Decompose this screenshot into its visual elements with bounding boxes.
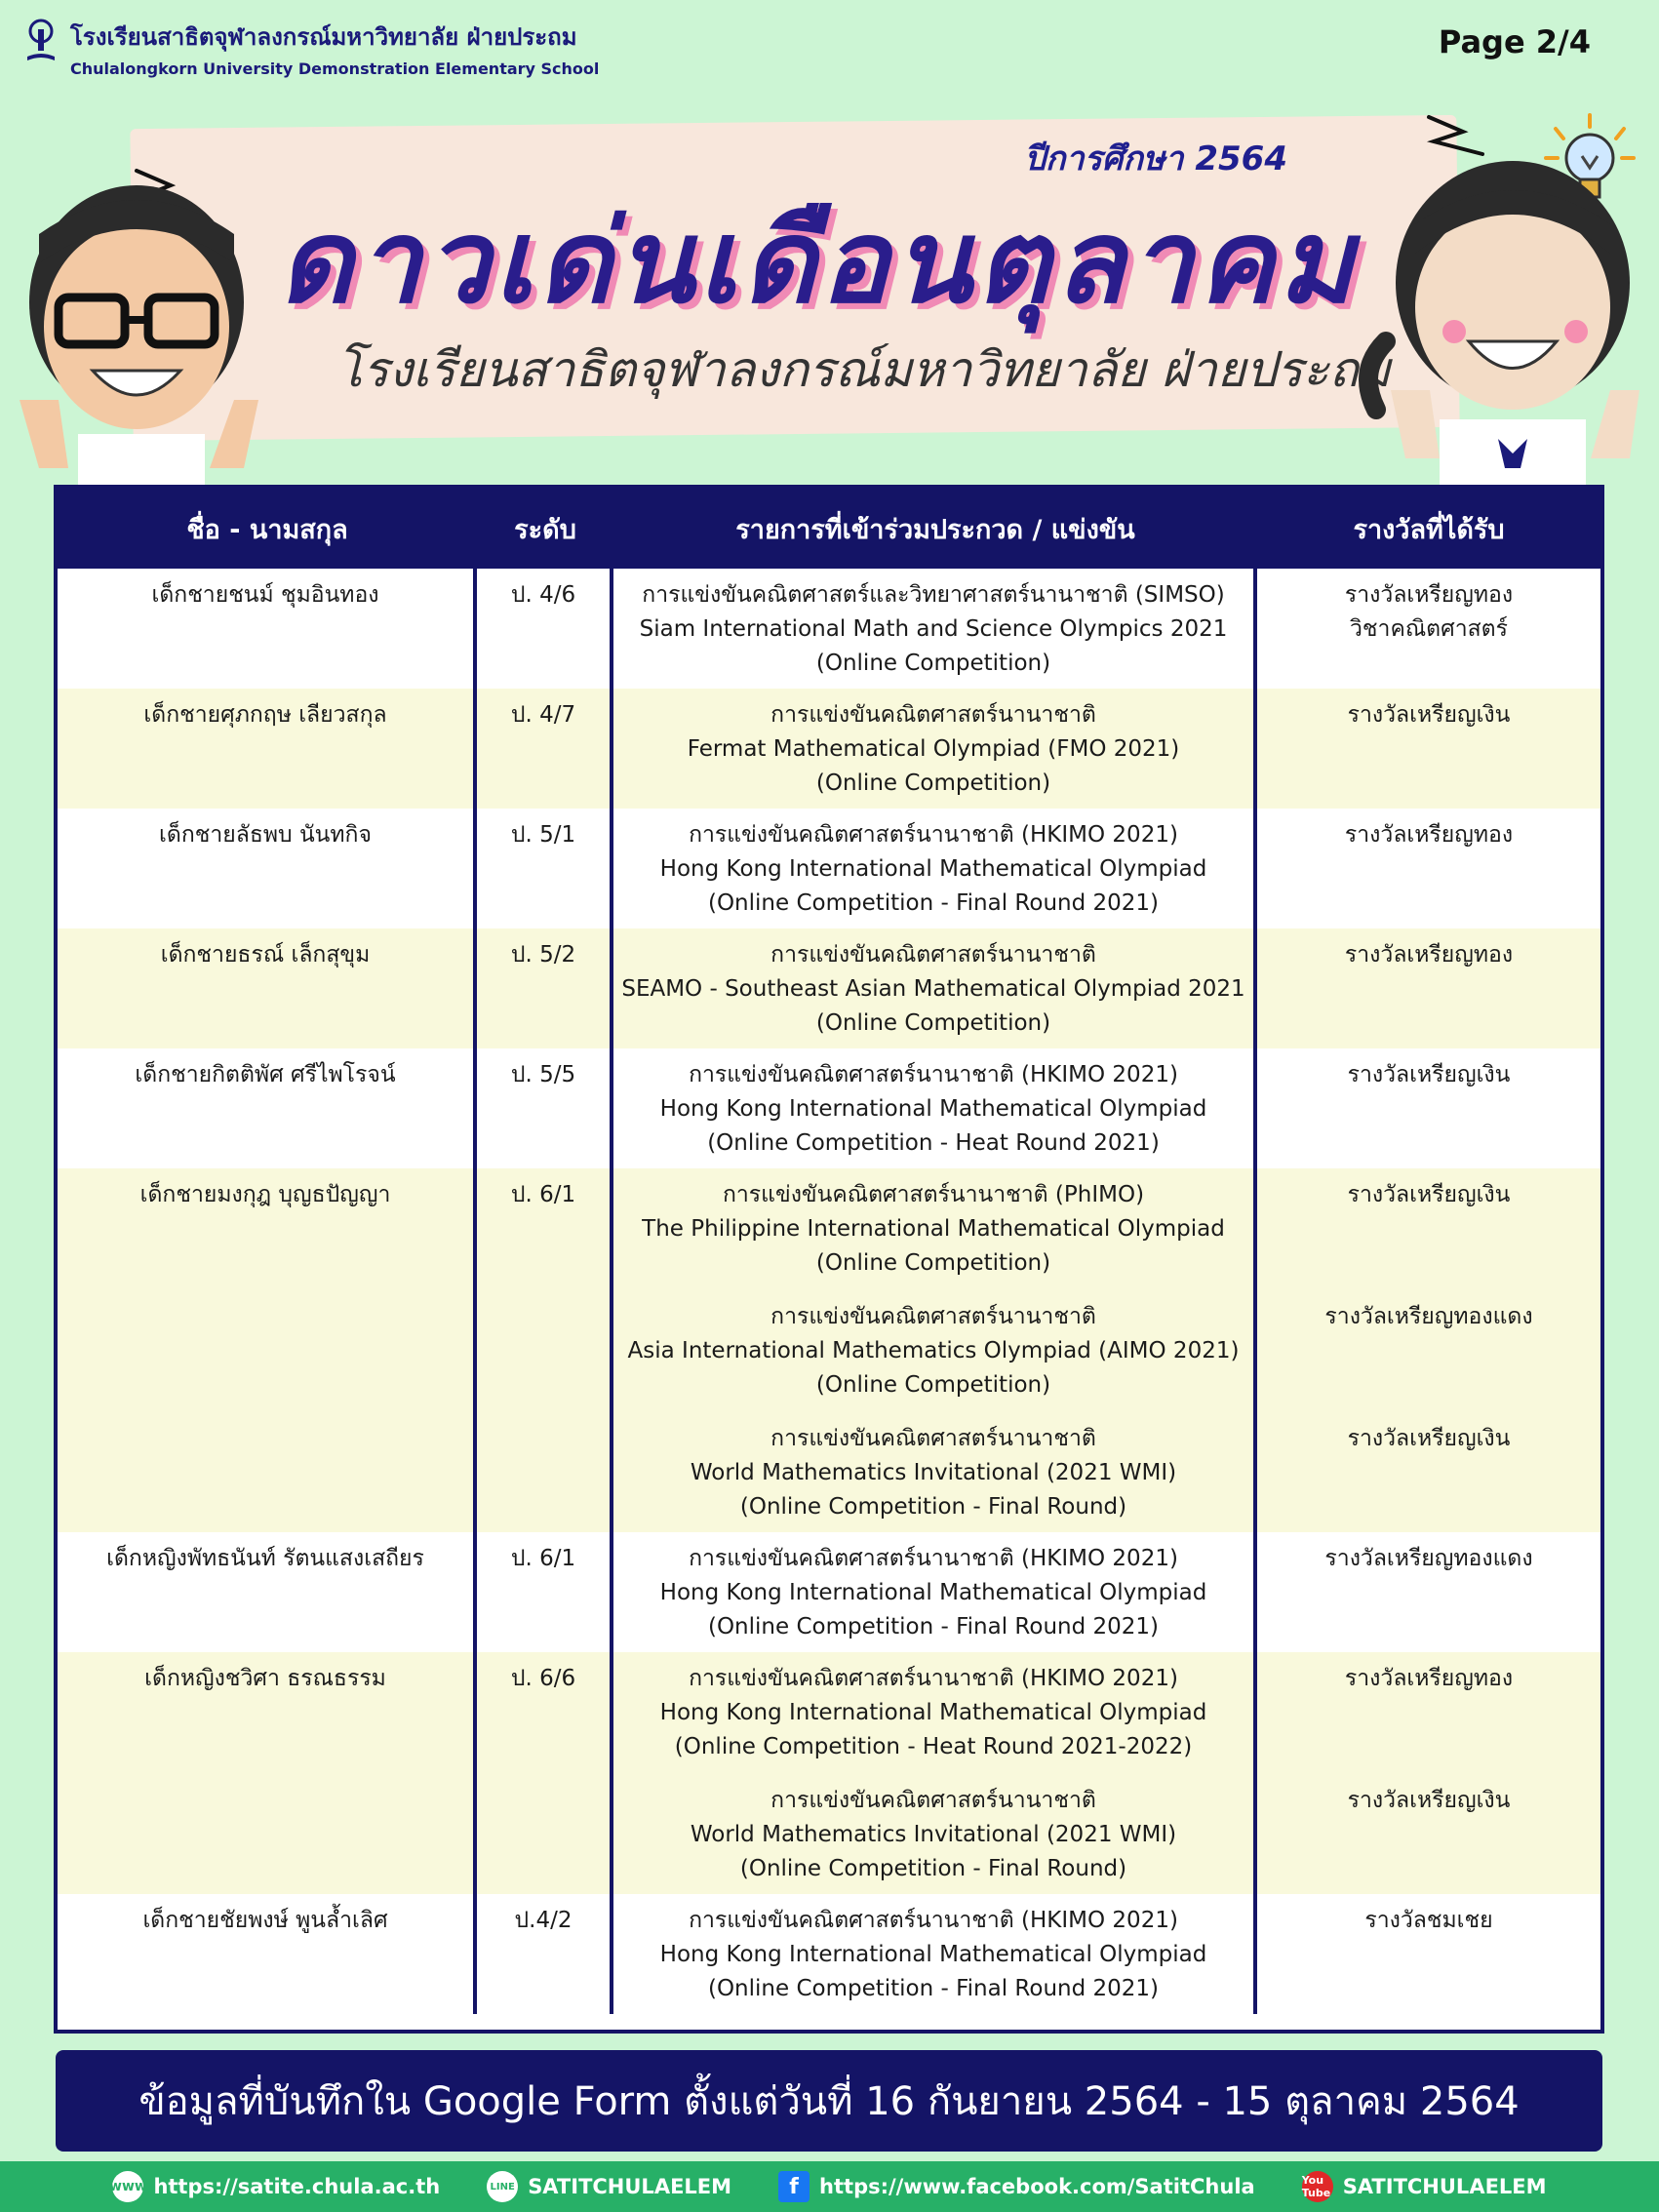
text-line: การแข่งขันคณิตศาสตร์นานาชาติ (HKIMO 2021)	[689, 1908, 1178, 1933]
school-logo-icon	[21, 18, 60, 72]
award-list	[1257, 1652, 1600, 1894]
banner-subtitle: โรงเรียนสาธิตจุฬาลงกรณ์มหาวิทยาลัย ฝ่ายประถม	[336, 341, 1391, 398]
globe-icon: www	[112, 2171, 143, 2202]
student-name: เด็กหญิงชวิศา ธรณธรรม	[58, 1652, 477, 1894]
award-entry	[1263, 1784, 1595, 1886]
spacer	[1263, 1092, 1595, 1126]
banner-title: ดาวเด่นเดือนตุลาคม	[278, 194, 1359, 329]
table-row	[58, 1168, 1600, 1532]
text-line: Hong Kong International Mathematical Olympiad	[659, 1096, 1207, 1122]
text-line: (Online Competition - Final Round 2021)	[707, 1614, 1160, 1639]
spacer	[1263, 1334, 1595, 1368]
award-entry	[1263, 1300, 1595, 1422]
text-line: การแข่งขันคณิตศาสตร์นานาชาติ	[770, 942, 1096, 968]
text-line: รางวัลเหรียญทอง	[1344, 942, 1514, 968]
award-entry	[1263, 1904, 1595, 2006]
text-line: รางวัลเหรียญทอง	[1344, 1666, 1514, 1691]
award-entry	[1263, 1542, 1595, 1644]
youtube-channel[interactable]: SATITCHULAELEM	[1342, 2175, 1547, 2198]
student-name: เด็กชายชัยพงษ์ พูนล้ำเลิศ	[58, 1894, 477, 2014]
text-line: (Online Competition)	[815, 651, 1051, 676]
table-body	[58, 569, 1600, 2014]
text-line: รางวัลชมเชย	[1364, 1908, 1493, 1933]
facebook-link[interactable]: https://www.facebook.com/SatitChula	[819, 2175, 1255, 2198]
competition-list	[613, 809, 1257, 928]
text-line: รางวัลเหรียญเงิน	[1347, 1062, 1511, 1087]
academic-year: ปีการศึกษา 2564	[1024, 139, 1287, 178]
spacer	[1263, 767, 1595, 801]
header-award: รางวัลที่ได้รับ	[1353, 514, 1505, 545]
grade-level: ป. 5/2	[477, 928, 613, 1048]
table-row	[58, 1048, 1600, 1168]
text-line: Siam International Math and Science Olympics 2021	[639, 616, 1228, 642]
spacer	[1263, 1730, 1595, 1764]
text-line: รางวัลเหรียญเงิน	[1347, 1182, 1511, 1207]
table-row	[58, 1532, 1600, 1652]
text-line: (Online Competition)	[815, 770, 1051, 796]
text-line: การแข่งขันคณิตศาสตร์นานาชาติ (PhIMO)	[722, 1182, 1145, 1207]
text-line: การแข่งขันคณิตศาสตร์นานาชาติ	[770, 702, 1096, 728]
spacer	[1263, 1610, 1595, 1644]
grade-level: ป. 5/5	[477, 1048, 613, 1168]
spacer	[1263, 1456, 1595, 1490]
footer-youtube[interactable]	[1302, 2171, 1547, 2202]
grade-level: ป. 6/6	[477, 1652, 613, 1894]
spacer	[1263, 1246, 1595, 1281]
award-entry	[1263, 698, 1595, 801]
table-row	[58, 569, 1600, 689]
text-line: SEAMO - Southeast Asian Mathematical Olympiad 2021	[621, 976, 1245, 1002]
spacer	[1263, 1212, 1595, 1246]
award-list	[1257, 1532, 1600, 1652]
school-name-en: Chulalongkorn University Demonstration Elementary School	[70, 59, 600, 78]
page-number: Page 2/4	[1438, 23, 1591, 60]
competition-entry	[619, 938, 1247, 1041]
competition-list	[613, 569, 1257, 689]
spacer	[1263, 887, 1595, 921]
text-line: รางวัลเหรียญเงิน	[1347, 1426, 1511, 1451]
spacer	[1263, 1007, 1595, 1041]
spacer	[1263, 1852, 1595, 1886]
competition-entry	[619, 698, 1247, 801]
table-header	[58, 489, 1600, 569]
line-icon: LINE	[487, 2171, 518, 2202]
footer-line[interactable]	[487, 2171, 731, 2202]
spacer	[1263, 1938, 1595, 1972]
title-banner	[132, 122, 1458, 434]
grade-level: ป.4/2	[477, 1894, 613, 2014]
text-line: Fermat Mathematical Olympiad (FMO 2021)	[687, 736, 1180, 762]
text-line: Asia International Mathematics Olympiad (AIMO 2021)	[627, 1338, 1240, 1363]
text-line: (Online Competition - Heat Round 2021-2022)	[674, 1734, 1193, 1759]
award-entry	[1263, 1178, 1595, 1300]
award-list	[1257, 1168, 1600, 1532]
text-line: (Online Competition - Final Round)	[739, 1494, 1127, 1520]
competition-entry	[619, 578, 1247, 681]
text-line: (Online Competition - Final Round 2021)	[707, 890, 1160, 916]
text-line: การแข่งขันคณิตศาสตร์นานาชาติ	[770, 1304, 1096, 1329]
facebook-icon: f	[778, 2171, 810, 2202]
header-event: รายการที่เข้าร่วมประกวด / แข่งขัน	[735, 514, 1135, 545]
text-line: วิชาคณิตศาสตร์	[1350, 616, 1508, 642]
footer-facebook[interactable]	[778, 2171, 1255, 2202]
spacer	[1263, 1368, 1595, 1402]
table-row	[58, 928, 1600, 1048]
award-list	[1257, 928, 1600, 1048]
award-list	[1257, 569, 1600, 689]
text-line: รางวัลเหรียญเงิน	[1347, 1788, 1511, 1813]
award-entry	[1263, 1422, 1595, 1524]
text-line: การแข่งขันคณิตศาสตร์นานาชาติ (HKIMO 2021)	[689, 1062, 1178, 1087]
competition-list	[613, 1532, 1257, 1652]
student-name: เด็กหญิงพัทธนันท์ รัตนแสงเสถียร	[58, 1532, 477, 1652]
text-line: Hong Kong International Mathematical Olympiad	[659, 1942, 1207, 1967]
competition-list	[613, 1168, 1257, 1532]
competition-list	[613, 928, 1257, 1048]
student-name: เด็กชายชนม์ ชุมอินทอง	[58, 569, 477, 689]
award-entry	[1263, 1058, 1595, 1161]
spacer	[1263, 1576, 1595, 1610]
spacer	[1263, 1696, 1595, 1730]
competition-entry	[619, 1662, 1247, 1784]
spacer	[1263, 1972, 1595, 2006]
footer-website[interactable]	[109, 2171, 441, 2202]
youtube-icon: You Tube	[1302, 2171, 1333, 2202]
text-line: การแข่งขันคณิตศาสตร์นานาชาติ (HKIMO 2021)	[689, 822, 1178, 848]
award-list	[1257, 1894, 1600, 2014]
award-entry	[1263, 938, 1595, 1041]
competition-entry	[619, 1178, 1247, 1300]
text-line: (Online Competition - Heat Round 2021)	[707, 1130, 1160, 1156]
student-name: เด็กชายกิตติพัศ ศรีไพโรจน์	[58, 1048, 477, 1168]
competition-list	[613, 1048, 1257, 1168]
competition-entry	[619, 1422, 1247, 1524]
text-line: (Online Competition)	[815, 1250, 1051, 1276]
competition-entry	[619, 1904, 1247, 2006]
student-name: เด็กชายมงกุฎ บุญธปัญญา	[58, 1168, 477, 1532]
text-line: Hong Kong International Mathematical Olympiad	[659, 1580, 1207, 1605]
text-line: World Mathematics Invitational (2021 WMI)	[690, 1822, 1177, 1847]
boy-character-icon	[0, 156, 283, 488]
text-line: (Online Competition)	[815, 1010, 1051, 1036]
competition-list	[613, 689, 1257, 809]
competition-entry	[619, 1784, 1247, 1886]
spacer	[1263, 732, 1595, 767]
table-row	[58, 689, 1600, 809]
award-entry	[1263, 818, 1595, 921]
table-row	[58, 809, 1600, 928]
grade-level: ป. 5/1	[477, 809, 613, 928]
header-name: ชื่อ - นามสกุล	[186, 514, 348, 545]
text-line: Hong Kong International Mathematical Olympiad	[659, 856, 1207, 882]
competition-list	[613, 1894, 1257, 2014]
award-entry	[1263, 1662, 1595, 1784]
text-line: รางวัลเหรียญทอง	[1344, 822, 1514, 848]
data-period-note: ข้อมูลที่บันทึกใน Google Form ตั้งแต่วันที่ 16 กันยายน 2564 - 15 ตุลาคม 2564	[56, 2050, 1602, 2152]
award-entry	[1263, 578, 1595, 681]
student-name: เด็กชายธรณ์ เล็กสุขุม	[58, 928, 477, 1048]
competition-entry	[619, 1058, 1247, 1161]
text-line: รางวัลเหรียญเงิน	[1347, 702, 1511, 728]
footer-bar	[0, 2161, 1659, 2212]
text-line: (Online Competition - Final Round)	[739, 1856, 1127, 1881]
text-line: รางวัลเหรียญทอง	[1344, 582, 1514, 608]
spacer	[1263, 1490, 1595, 1524]
text-line: การแข่งขันคณิตศาสตร์นานาชาติ	[770, 1426, 1096, 1451]
award-list	[1257, 1048, 1600, 1168]
competition-list	[613, 1652, 1257, 1894]
text-line: การแข่งขันคณิตศาสตร์และวิทยาศาสตร์นานาชาติ (SIMSO)	[642, 582, 1225, 608]
text-line: (Online Competition - Final Round 2021)	[707, 1976, 1160, 2001]
text-line: (Online Competition)	[815, 1372, 1051, 1398]
text-line: รางวัลเหรียญทองแดง	[1324, 1546, 1533, 1571]
text-line: การแข่งขันคณิตศาสตร์นานาชาติ	[770, 1788, 1096, 1813]
award-list	[1257, 689, 1600, 809]
competition-entry	[619, 818, 1247, 921]
grade-level: ป. 6/1	[477, 1532, 613, 1652]
spacer	[1263, 972, 1595, 1007]
website-link[interactable]: https://satite.chula.ac.th	[153, 2175, 441, 2198]
grade-level: ป. 6/1	[477, 1168, 613, 1532]
table-row	[58, 1652, 1600, 1894]
grade-level: ป. 4/7	[477, 689, 613, 809]
spacer	[1263, 647, 1595, 681]
header-level: ระดับ	[514, 514, 576, 545]
text-line: การแข่งขันคณิตศาสตร์นานาชาติ (HKIMO 2021)	[689, 1666, 1178, 1691]
line-id[interactable]: SATITCHULAELEM	[528, 2175, 732, 2198]
competition-entry	[619, 1300, 1247, 1422]
student-name: เด็กชายลัธพบ นันทกิจ	[58, 809, 477, 928]
school-name-th: โรงเรียนสาธิตจุฬาลงกรณ์มหาวิทยาลัย ฝ่ายประถม	[70, 23, 577, 51]
text-line: การแข่งขันคณิตศาสตร์นานาชาติ (HKIMO 2021)	[689, 1546, 1178, 1571]
text-line: The Philippine International Mathematical Olympiad	[642, 1216, 1225, 1242]
school-header	[21, 18, 599, 78]
spacer	[1263, 1818, 1595, 1852]
girl-character-icon	[1347, 117, 1659, 488]
spacer	[1263, 1126, 1595, 1161]
text-line: Hong Kong International Mathematical Olympiad	[659, 1700, 1207, 1725]
competition-entry	[619, 1542, 1247, 1644]
award-list	[1257, 809, 1600, 928]
text-line: World Mathematics Invitational (2021 WMI)	[690, 1460, 1177, 1485]
text-line: รางวัลเหรียญทองแดง	[1324, 1304, 1533, 1329]
spacer	[1263, 852, 1595, 887]
grade-level: ป. 4/6	[477, 569, 613, 689]
awards-table	[54, 485, 1604, 2034]
student-name: เด็กชายศุภกฤษ เลียวสกุล	[58, 689, 477, 809]
table-row	[58, 1894, 1600, 2014]
